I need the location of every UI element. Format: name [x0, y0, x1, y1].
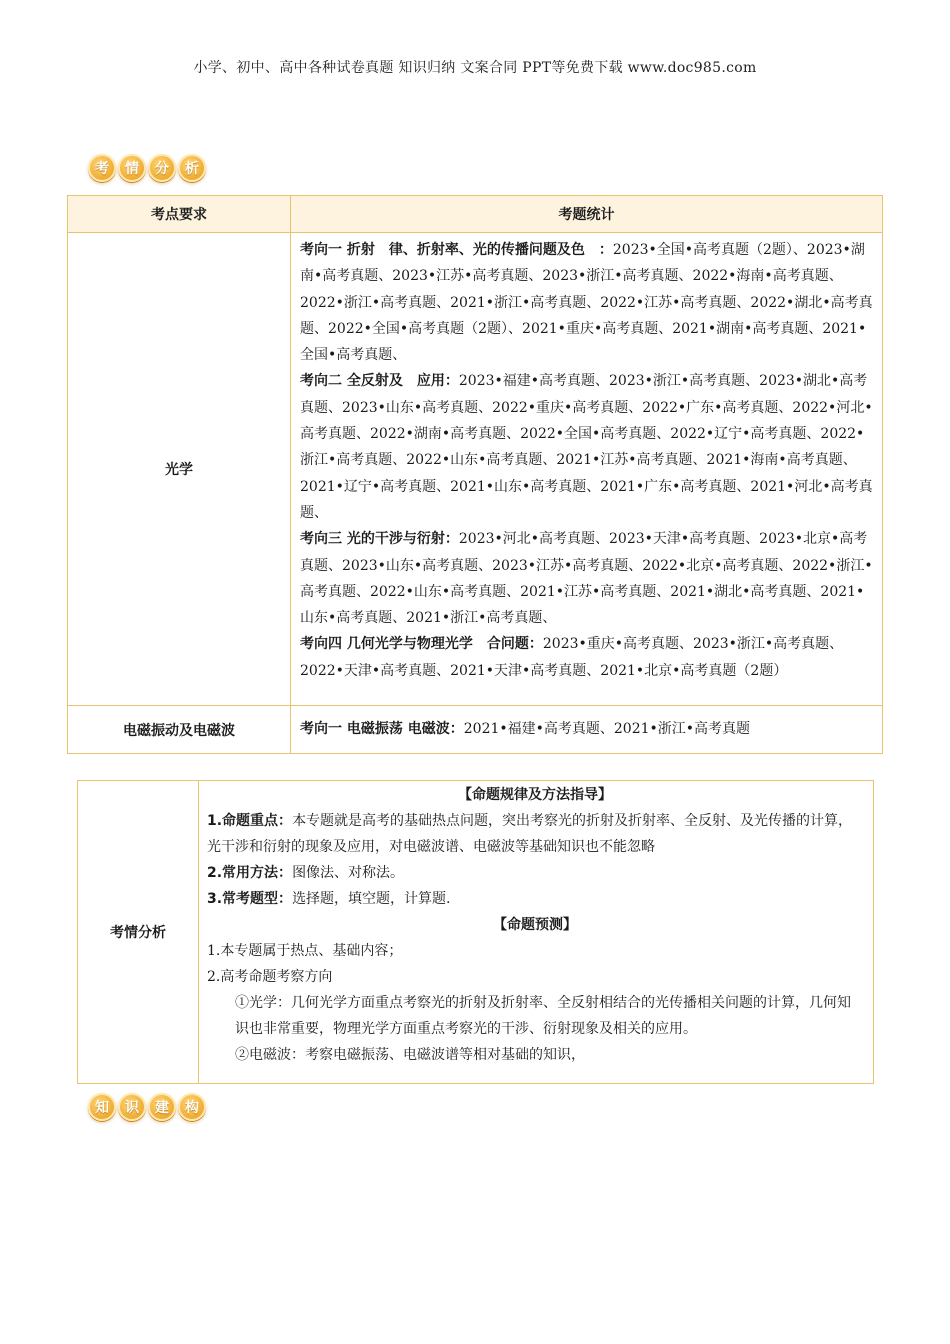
item-label: 考向二 全反射及 应用： — [300, 373, 459, 390]
item-label: 考向一 电磁振荡 电磁波： — [300, 721, 464, 737]
table-row-optics — [68, 233, 883, 706]
item-text: 2023•全国•高考真题（2题）、2023•湖南•高考真题、2023•江苏•高考真题、2023•浙江•高考真题、2022•海南•高考真题、2022•浙江•高考真题、2021•浙江•高考真题、2022•江苏•高考真题、2022•湖北•高考真题、2022•全国•高考真题（2题）、2021•重庆•高考真题、2021•湖南•高考真题、2021•全国•高考真题、 — [300, 242, 873, 364]
optics-item-3 — [300, 526, 874, 631]
item-label: 考向四 几何光学与物理光学 合问题： — [300, 636, 543, 653]
em-item-1 — [300, 716, 874, 742]
point-label: 3.常考题型： — [207, 891, 293, 907]
point-label: 2.常用方法： — [207, 865, 293, 881]
prediction-line-2: 2.高考命题考察方向 — [207, 969, 333, 985]
optics-statistics — [291, 233, 883, 706]
page-header: 小学、初中、高中各种试卷真题 知识归纳 文案合同 PPT等免费下载 www.doc985.com — [193, 60, 757, 76]
badge-char: 构 — [178, 1093, 206, 1121]
section-title-guidance: 【命题规律及方法指导】 — [458, 787, 612, 803]
exam-analysis-badge — [88, 154, 206, 182]
badge-char: 知 — [88, 1093, 116, 1121]
item-text: 2021•福建•高考真题、2021•浙江•高考真题 — [463, 721, 751, 737]
prediction-line-1: 1.本专题属于热点、基础内容； — [207, 943, 403, 959]
exam-statistics-table — [67, 195, 883, 754]
table-row-electromagnetic — [68, 706, 883, 754]
badge-char: 分 — [148, 154, 176, 182]
analysis-row — [78, 781, 874, 1084]
badge-char: 建 — [148, 1093, 176, 1121]
item-label: 考向三 光的干涉与衍射： — [300, 531, 459, 548]
analysis-label: 考情分析 — [78, 781, 199, 1084]
table-header-row — [68, 196, 883, 233]
optics-item-1 — [300, 237, 874, 368]
column-header-requirement: 考点要求 — [68, 196, 291, 233]
point-label: 1.命题重点： — [207, 813, 293, 829]
point-text: 本专题就是高考的基础热点问题，突出考察光的折射及折射率、全反射、及光传播的计算，光干涉和衍射的现象及应用，对电磁波谱、电磁波等基础知识也不能忽略 — [207, 813, 853, 855]
optics-item-4 — [300, 631, 874, 684]
analysis-content — [199, 781, 874, 1084]
item-label: 考向一 折射 律、折射率、光的传播问题及色 ： — [300, 242, 613, 258]
badge-char: 考 — [88, 154, 116, 182]
knowledge-structure-badge — [88, 1093, 206, 1121]
point-text: 选择题，填空题，计算题. — [292, 891, 451, 907]
item-text: 2023•河北•高考真题、2023•天津•高考真题、2023•北京•高考真题、2023•山东•高考真题、2023•江苏•高考真题、2022•北京•高考真题、2022•浙江•高考真题、2022•山东•高考真题、2021•江苏•高考真题、2021•湖北•高考真题、2021•山东•高考真题、2021•浙江•高考真题、 — [300, 531, 873, 627]
badge-char: 识 — [118, 1093, 146, 1121]
section-title-prediction: 【命题预测】 — [493, 917, 577, 933]
topic-optics: 光学 — [68, 233, 291, 706]
item-text: 2023•福建•高考真题、2023•浙江•高考真题、2023•湖北•高考真题、2023•山东•高考真题、2022•重庆•高考真题、2022•广东•高考真题、2022•河北•高考真题、2022•湖南•高考真题、2022•全国•高考真题、2022•辽宁•高考真题、2022•浙江•高考真题、2022•山东•高考真题、2021•江苏•高考真题、2021•海南•高考真题、2021•辽宁•高考真题、2021•山东•高考真题、2021•广东•高考真题、2021•河北•高考真题、 — [300, 373, 873, 521]
point-question-types — [207, 886, 863, 912]
prediction-electromagnetic: ②电磁波：考察电磁振荡、电磁波谱等相对基础的知识， — [235, 1047, 585, 1063]
point-methods — [207, 860, 863, 886]
electromagnetic-statistics — [291, 706, 883, 754]
topic-electromagnetic: 电磁振动及电磁波 — [68, 706, 291, 754]
point-focus — [207, 808, 863, 860]
analysis-table — [77, 780, 874, 1084]
badge-char: 情 — [118, 154, 146, 182]
item-text: 2023•重庆•高考真题、2023•浙江•高考真题、2022•天津•高考真题、2021•天津•高考真题、2021•北京•高考真题（2题） — [300, 636, 844, 679]
prediction-optics: ①光学：几何光学方面重点考察光的折射及折射率、全反射相结合的光传播相关问题的计算，几何知识也非常重要，物理光学方面重点考察光的干涉、衍射现象及相关的应用。 — [235, 995, 851, 1037]
optics-item-2 — [300, 368, 874, 526]
column-header-statistics: 考题统计 — [291, 196, 883, 233]
point-text: 图像法、对称法。 — [292, 865, 405, 881]
badge-char: 析 — [178, 154, 206, 182]
